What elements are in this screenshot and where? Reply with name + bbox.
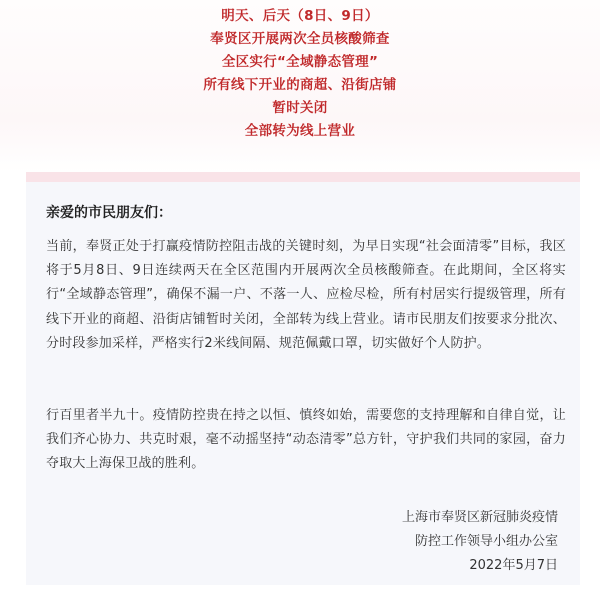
letter-signature bbox=[402, 506, 558, 578]
card-accent-strip bbox=[26, 172, 580, 182]
headline-line-online: 全部转为线上营业 bbox=[244, 123, 356, 139]
letter-greeting: 亲爱的市民朋友们： bbox=[46, 205, 172, 221]
letter-paragraph-2: 行百里者半九十。疫情防控贵在持之以恒、慎终如始，需要您的支持理解和自律自觉，让我们齐心协力、共克时艰，毫不动摇坚持“动态清零”总方针，守护我们共同的家园，奋力夺取大上海保卫战的胜利。 bbox=[46, 408, 566, 472]
letter-paragraph-1: 当前，奉贤正处于打赢疫情防控阻击战的关键时刻，为早日实现“社会面清零”目标，我区将于5月8日、9日连续两天在全区范围内开展两次全员核酸筛查。在此期间，全区将实行“全域静态管理”，确保不漏一户、不落一人、应检尽检，所有村居实行提级管理，所有线下开业的商超、沿街店铺暂时关闭，全部转为线上营业。请市民朋友们按要求分批次、分时段参加采样，严格实行2米线间隔、规范佩戴口罩，切实做好个人防护。 bbox=[46, 239, 566, 351]
signature-org-line-1: 上海市奉贤区新冠肺炎疫情 bbox=[401, 510, 558, 525]
signature-date: 2022年5月7日 bbox=[469, 558, 558, 573]
headline-line-closed: 暂时关闭 bbox=[272, 100, 328, 116]
announcement-header bbox=[0, 0, 600, 172]
letter-card bbox=[26, 172, 580, 585]
headline-block bbox=[0, 5, 600, 143]
headline-line-dates: 明天、后天（8日、9日） bbox=[221, 8, 379, 24]
headline-line-testing: 奉贤区开展两次全员核酸筛查 bbox=[210, 31, 390, 47]
headline-line-shops: 所有线下开业的商超、沿街店铺 bbox=[203, 77, 397, 93]
signature-org-line-2: 防控工作领导小组办公室 bbox=[414, 534, 558, 549]
headline-line-static-management: 全区实行“全域静态管理” bbox=[221, 54, 379, 70]
